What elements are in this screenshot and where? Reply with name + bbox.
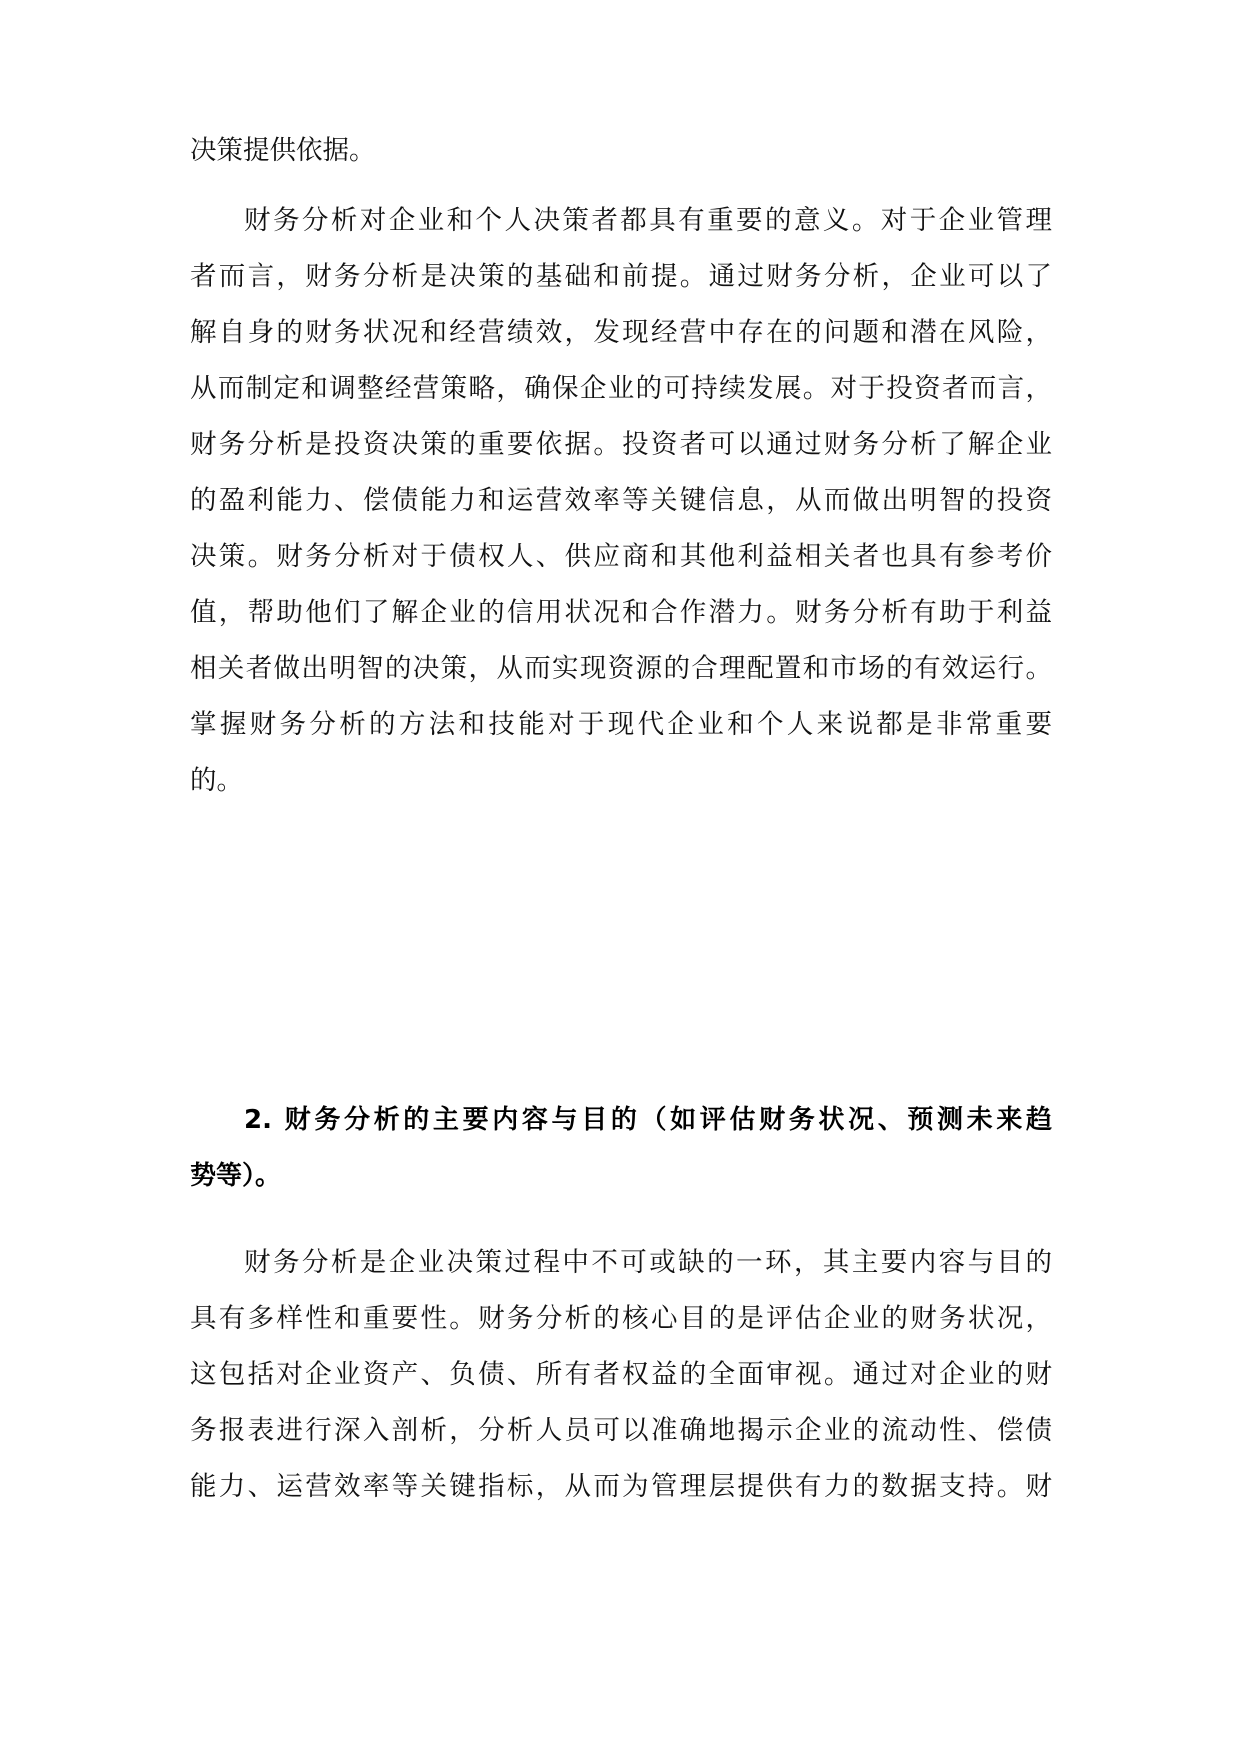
paragraph-line: 务报表进行深入剖析，分析人员可以准确地揭示企业的流动性、偿债 (190, 1415, 1052, 1446)
paragraph-line: 从而制定和调整经营策略，确保企业的可持续发展。对于投资者而言， (190, 373, 1052, 404)
paragraph-content-purpose (190, 1235, 1052, 1515)
heading-line: 势等）。 (190, 1161, 282, 1191)
paragraph-line: 的盈利能力、偿债能力和运营效率等关键信息，从而做出明智的投资 (190, 485, 1052, 516)
paragraph-line: 财务分析是企业决策过程中不可或缺的一环，其主要内容与目的 (244, 1247, 1052, 1278)
paragraph-line: 这包括对企业资产、负债、所有者权益的全面审视。通过对企业的财 (190, 1359, 1052, 1390)
paragraph-line: 解自身的财务状况和经营绩效，发现经营中存在的问题和潜在风险， (190, 317, 1052, 348)
paragraph-importance (190, 193, 1052, 809)
paragraph-line: 财务分析对企业和个人决策者都具有重要的意义。对于企业管理 (244, 205, 1052, 236)
paragraph-continuation (190, 123, 1052, 179)
paragraph-line: 相关者做出明智的决策，从而实现资源的合理配置和市场的有效运行。 (190, 653, 1052, 684)
paragraph-line: 掌握财务分析的方法和技能对于现代企业和个人来说都是非常重要 (190, 709, 1052, 740)
paragraph-line: 决策。财务分析对于债权人、供应商和其他利益相关者也具有参考价 (190, 541, 1052, 572)
paragraph-line: 决策提供依据。 (190, 135, 376, 166)
paragraph-line: 者而言，财务分析是决策的基础和前提。通过财务分析，企业可以了 (190, 261, 1052, 292)
section-heading (190, 1092, 1052, 1204)
paragraph-line: 值，帮助他们了解企业的信用状况和合作潜力。财务分析有助于利益 (190, 597, 1052, 628)
paragraph-line: 的。 (190, 765, 243, 796)
heading-line: 2. 财务分析的主要内容与目的（如评估财务状况、预测未来趋 (244, 1105, 1052, 1135)
paragraph-line: 能力、运营效率等关键指标，从而为管理层提供有力的数据支持。财 (190, 1471, 1052, 1502)
paragraph-line: 财务分析是投资决策的重要依据。投资者可以通过财务分析了解企业 (190, 429, 1052, 460)
paragraph-line: 具有多样性和重要性。财务分析的核心目的是评估企业的财务状况， (190, 1303, 1052, 1334)
